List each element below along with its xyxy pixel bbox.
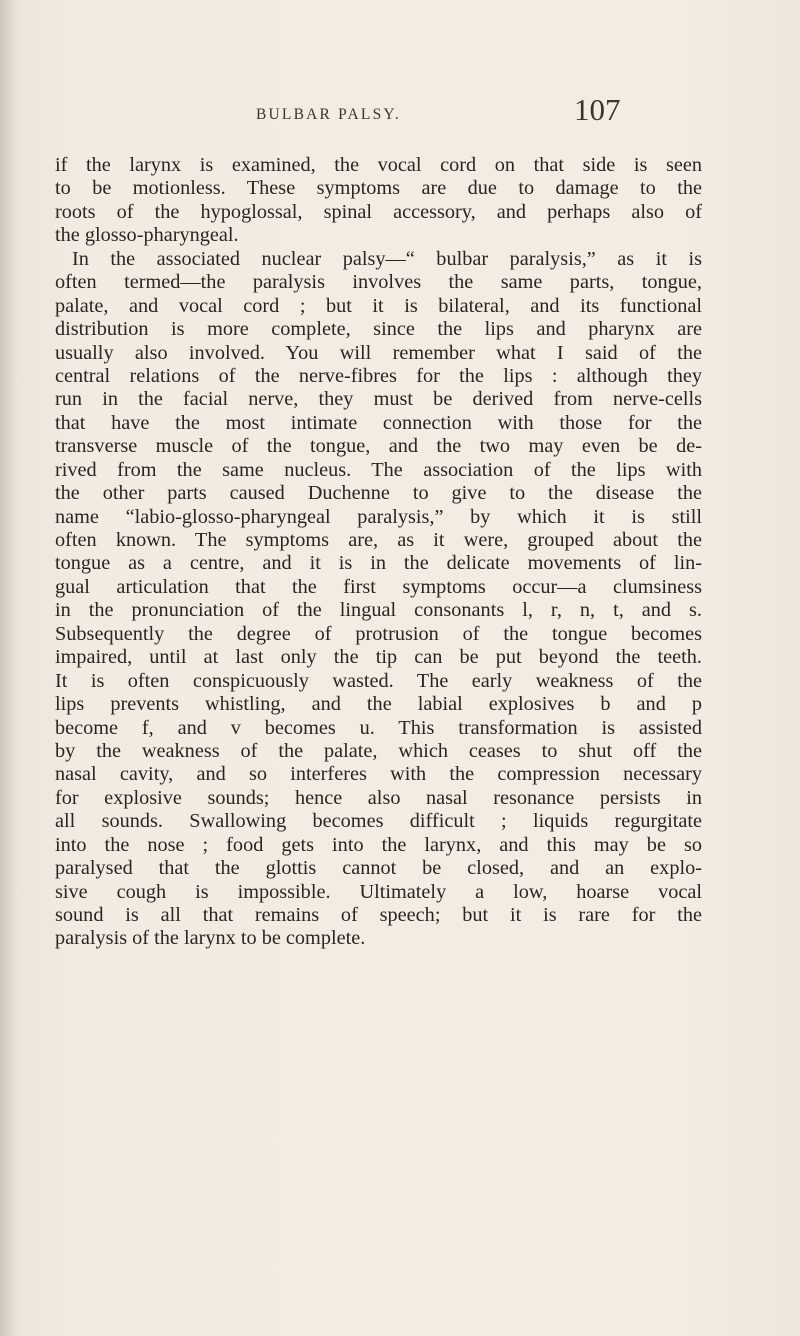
text-line: often known. The symptoms are, as it were, grouped about the <box>55 529 702 551</box>
text-line: to be motionless. These symptoms are due to damage to the <box>55 177 702 200</box>
text-line: roots of the hypoglossal, spinal accessory, and perhaps also of <box>55 200 702 223</box>
text-line: nasal cavity, and so interferes with the compression necessary <box>55 763 702 786</box>
text-line: that have the most intimate connection with those for the <box>55 411 702 434</box>
text-line: become f, and v becomes u. This transformation is assisted <box>55 716 702 739</box>
text-line: often termed—the paralysis involves the same parts, tongue, <box>55 271 702 294</box>
page-number: 107 <box>574 92 621 127</box>
body-text <box>55 154 702 951</box>
text-line: the glosso-pharyngeal. <box>55 224 239 247</box>
running-title: BULBAR PALSY. <box>256 106 401 123</box>
page-edge-shadow <box>0 0 18 1336</box>
text-line: distribution is more complete, since the lips and pharynx are <box>55 318 702 341</box>
text-line: paralysed that the glottis cannot be closed, and an explo- <box>55 857 702 880</box>
text-line: tongue as a centre, and it is in the delicate movements of lin- <box>55 552 702 575</box>
text-line: usually also involved. You will remember what I said of the <box>55 341 702 364</box>
text-line: by the weakness of the palate, which ceases to shut off the <box>55 739 702 762</box>
text-line: all sounds. Swallowing becomes difficult ; liquids regurgitate <box>55 810 702 833</box>
text-line: sive cough is impossible. Ultimately a low, hoarse vocal <box>55 880 702 903</box>
text-line: In the associated nuclear palsy—“ bulbar paralysis,” as it is <box>72 247 702 270</box>
text-line: sound is all that remains of speech; but it is rare for the <box>55 904 702 926</box>
text-line: impaired, until at last only the tip can be put beyond the teeth. <box>55 646 702 669</box>
text-line: paralysis of the larynx to be complete. <box>55 927 366 950</box>
text-line: lips prevents whistling, and the labial explosives b and p <box>55 693 702 716</box>
text-line: run in the facial nerve, they must be derived from nerve-cells <box>55 388 702 411</box>
text-line: in the pronunciation of the lingual consonants l, r, n, t, and s. <box>55 599 702 622</box>
text-line: It is often conspicuously wasted. The early weakness of the <box>55 669 702 692</box>
text-line: central relations of the nerve-fibres for the lips : although they <box>55 364 702 387</box>
text-line: rived from the same nucleus. The association of the lips with <box>55 458 702 481</box>
text-line: palate, and vocal cord ; but it is bilateral, and its functional <box>55 294 702 317</box>
text-line: Subsequently the degree of protrusion of the tongue becomes <box>55 622 702 645</box>
text-line: into the nose ; food gets into the larynx, and this may be so <box>55 833 702 856</box>
text-line: name “labio-glosso-pharyngeal paralysis,” by which it is still <box>55 505 702 528</box>
text-line: gual articulation that the first symptoms occur—a clumsiness <box>55 575 702 598</box>
text-line: transverse muscle of the tongue, and the two may even be de- <box>55 435 702 458</box>
text-line: if the larynx is examined, the vocal cord on that side is seen <box>55 154 702 176</box>
text-line: for explosive sounds; hence also nasal resonance persists in <box>55 786 702 809</box>
text-line: the other parts caused Duchenne to give to the disease the <box>55 482 702 505</box>
